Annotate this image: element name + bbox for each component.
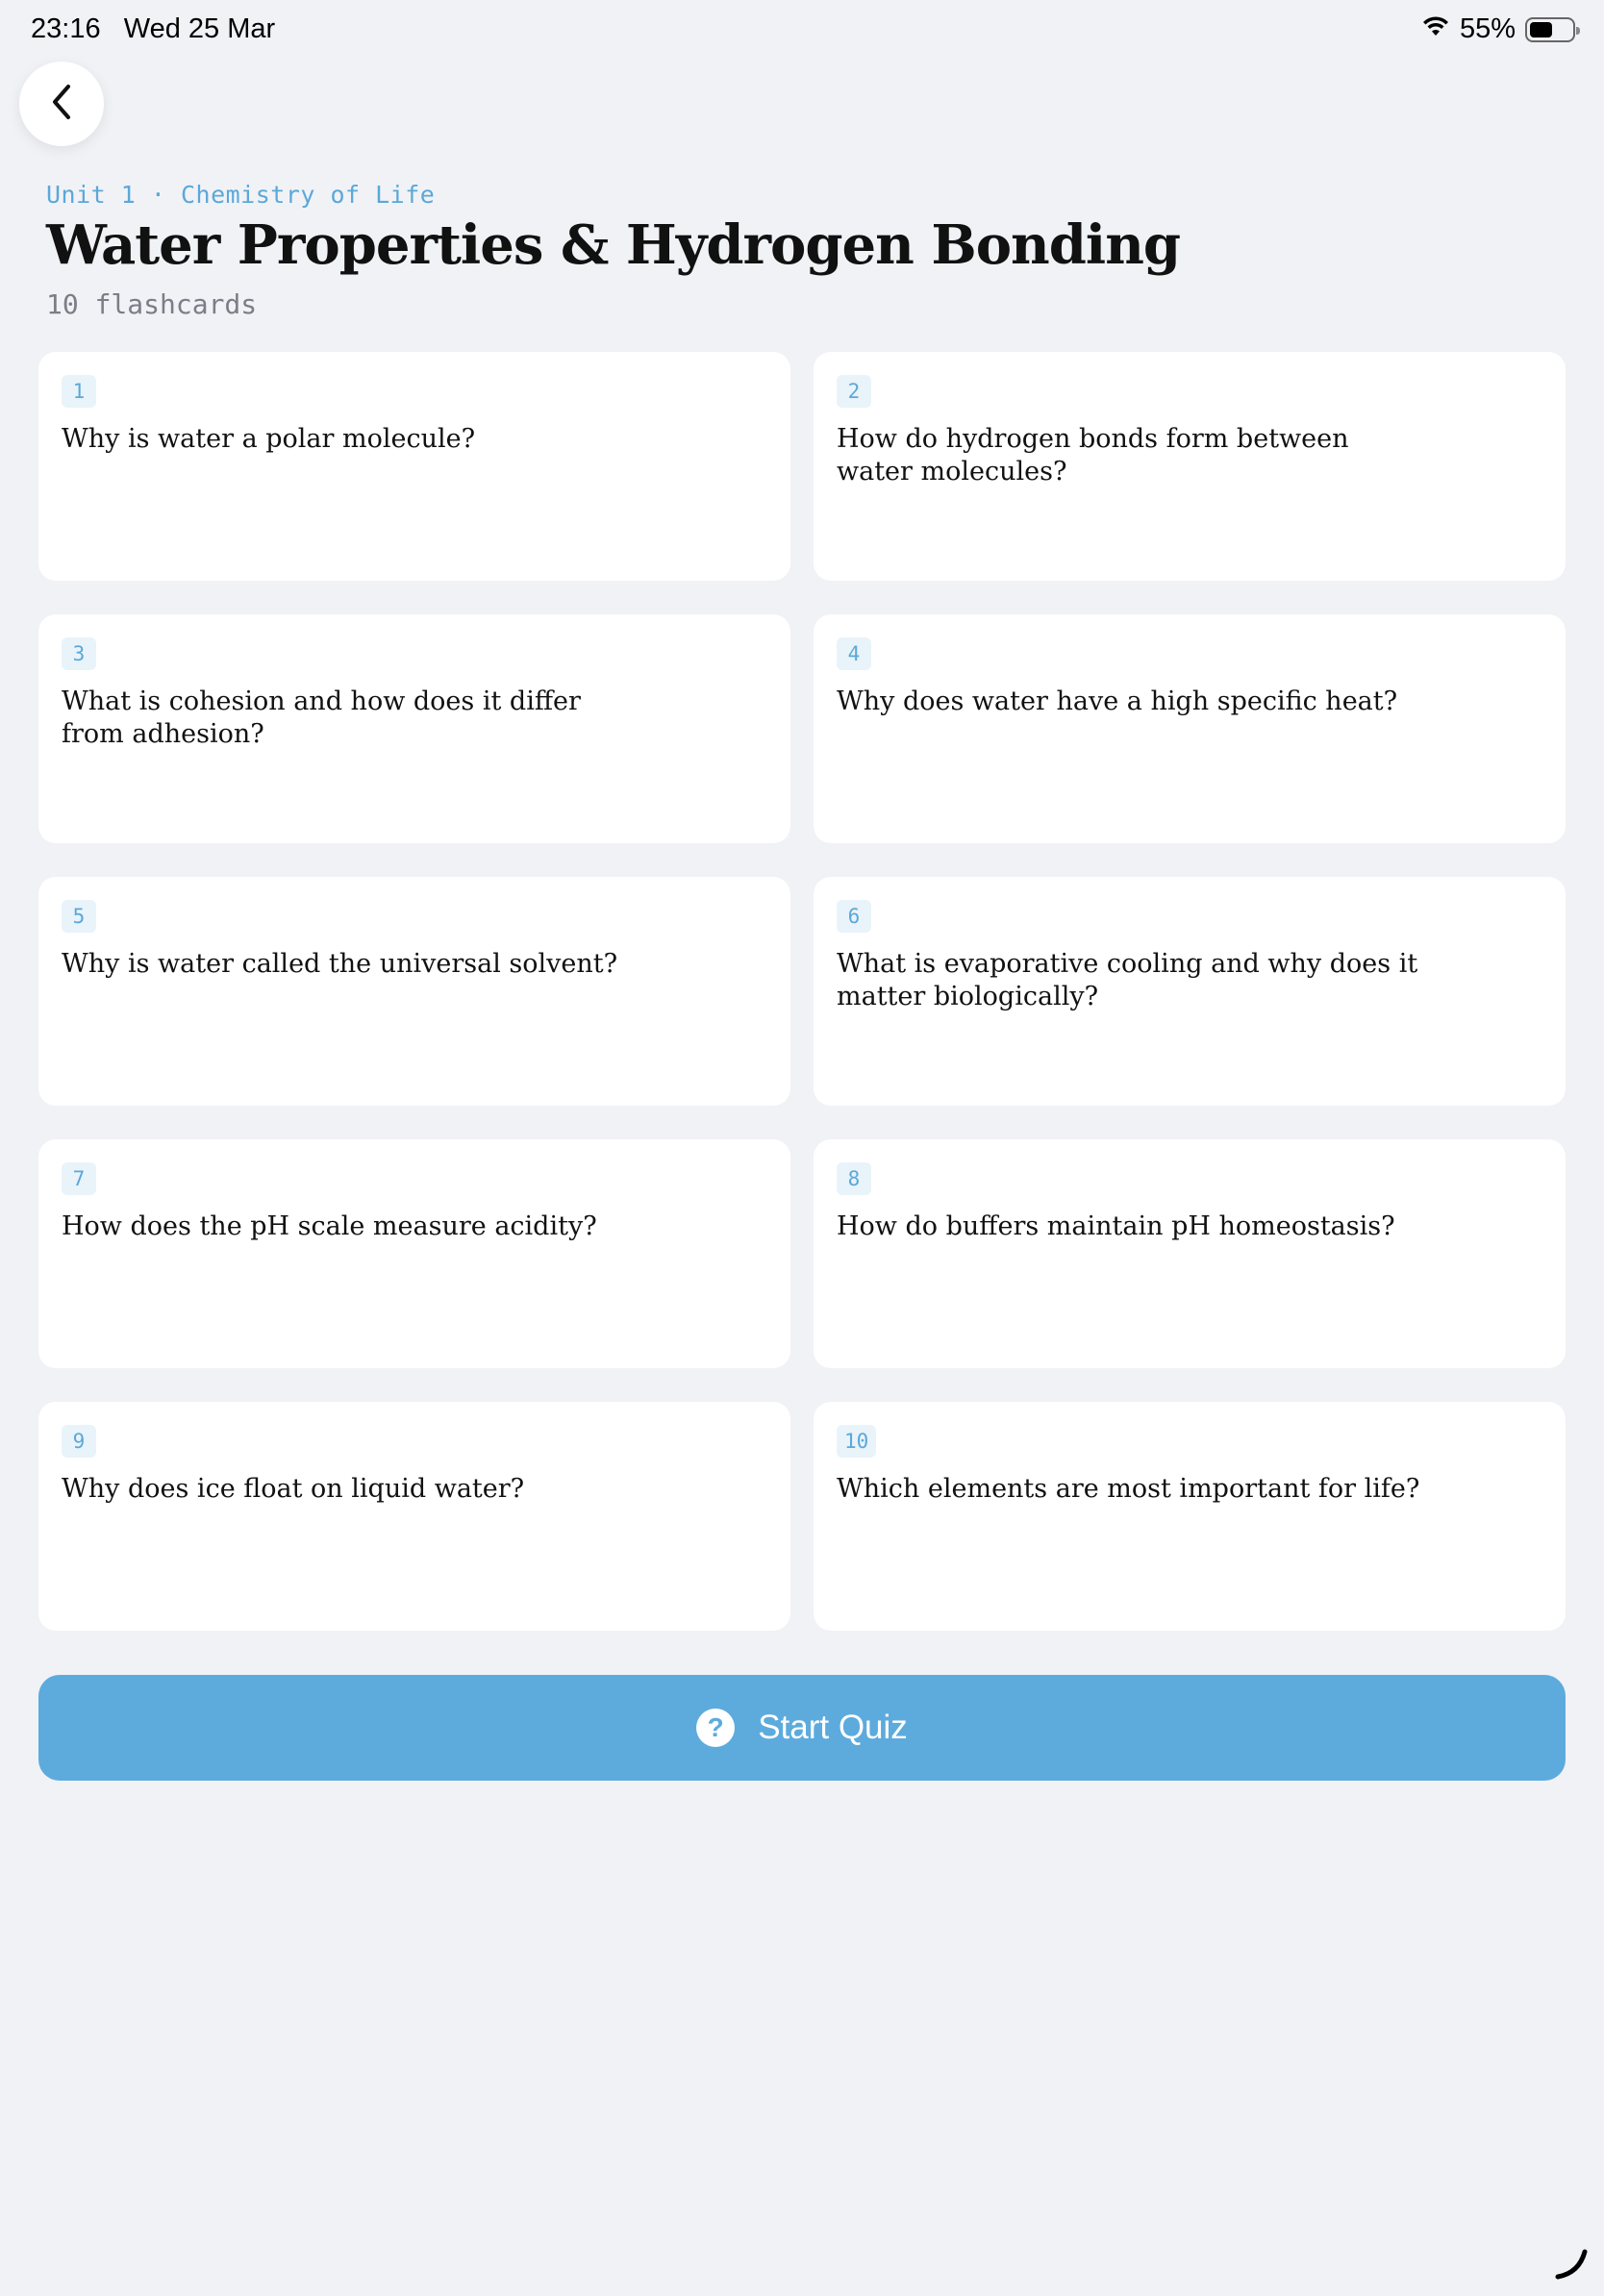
card-question: Why does water have a high specific heat? [837, 686, 1398, 716]
card-number-badge: 9 [62, 1425, 96, 1458]
card-question: Why does ice float on liquid water? [62, 1474, 525, 1504]
flashcard[interactable] [814, 352, 1566, 581]
card-question: Which elements are most important for life? [837, 1474, 1420, 1504]
card-number-badge: 7 [62, 1162, 96, 1195]
page-title: Water Properties & Hydrogen Bonding [46, 213, 1181, 277]
flashcard-count: 10 flashcards [46, 288, 258, 320]
card-number-badge: 8 [837, 1162, 871, 1195]
card-question: How do hydrogen bonds form between water molecules? [837, 424, 1349, 487]
flashcard[interactable] [814, 877, 1566, 1106]
card-number-badge: 6 [837, 900, 871, 933]
card-question: Why is water called the universal solvent? [62, 949, 618, 979]
chevron-left-icon [47, 83, 76, 126]
card-number-badge: 10 [837, 1425, 876, 1458]
card-question: Why is water a polar molecule? [62, 424, 476, 454]
status-bar [0, 0, 1604, 62]
flashcard[interactable] [38, 877, 790, 1106]
card-number-badge: 4 [837, 637, 871, 670]
card-question: What is cohesion and how does it differ from adhesion? [62, 686, 581, 749]
flashcard[interactable] [814, 1402, 1566, 1631]
wifi-icon [1421, 13, 1450, 45]
start-quiz-label: Start Quiz [758, 1709, 908, 1746]
card-number-badge: 5 [62, 900, 96, 933]
card-question: How do buffers maintain pH homeostasis? [837, 1211, 1395, 1241]
breadcrumb[interactable]: Unit 1 · Chemistry of Life [46, 181, 436, 209]
flashcard[interactable] [814, 1139, 1566, 1368]
battery-percent: 55% [1459, 13, 1516, 44]
back-button[interactable] [19, 62, 104, 146]
flashcard[interactable] [38, 614, 790, 843]
question-circle-icon: ? [696, 1709, 735, 1747]
flashcard[interactable] [38, 1402, 790, 1631]
card-question: How does the pH scale measure acidity? [62, 1211, 597, 1241]
start-quiz-button[interactable] [38, 1675, 1566, 1781]
card-number-badge: 2 [837, 375, 871, 408]
status-date: Wed 25 Mar [123, 13, 276, 44]
battery-icon [1525, 17, 1575, 42]
scroll-indicator-icon [1552, 2244, 1591, 2283]
flashcard-grid [38, 352, 1566, 1631]
flashcard[interactable] [814, 614, 1566, 843]
card-number-badge: 1 [62, 375, 96, 408]
status-right [1421, 13, 1575, 45]
flashcard[interactable] [38, 1139, 790, 1368]
card-question: What is evaporative cooling and why does it matter biologically? [837, 949, 1418, 1011]
status-time: 23:16 Wed 25 Mar [31, 13, 276, 44]
flashcard[interactable] [38, 352, 790, 581]
card-number-badge: 3 [62, 637, 96, 670]
